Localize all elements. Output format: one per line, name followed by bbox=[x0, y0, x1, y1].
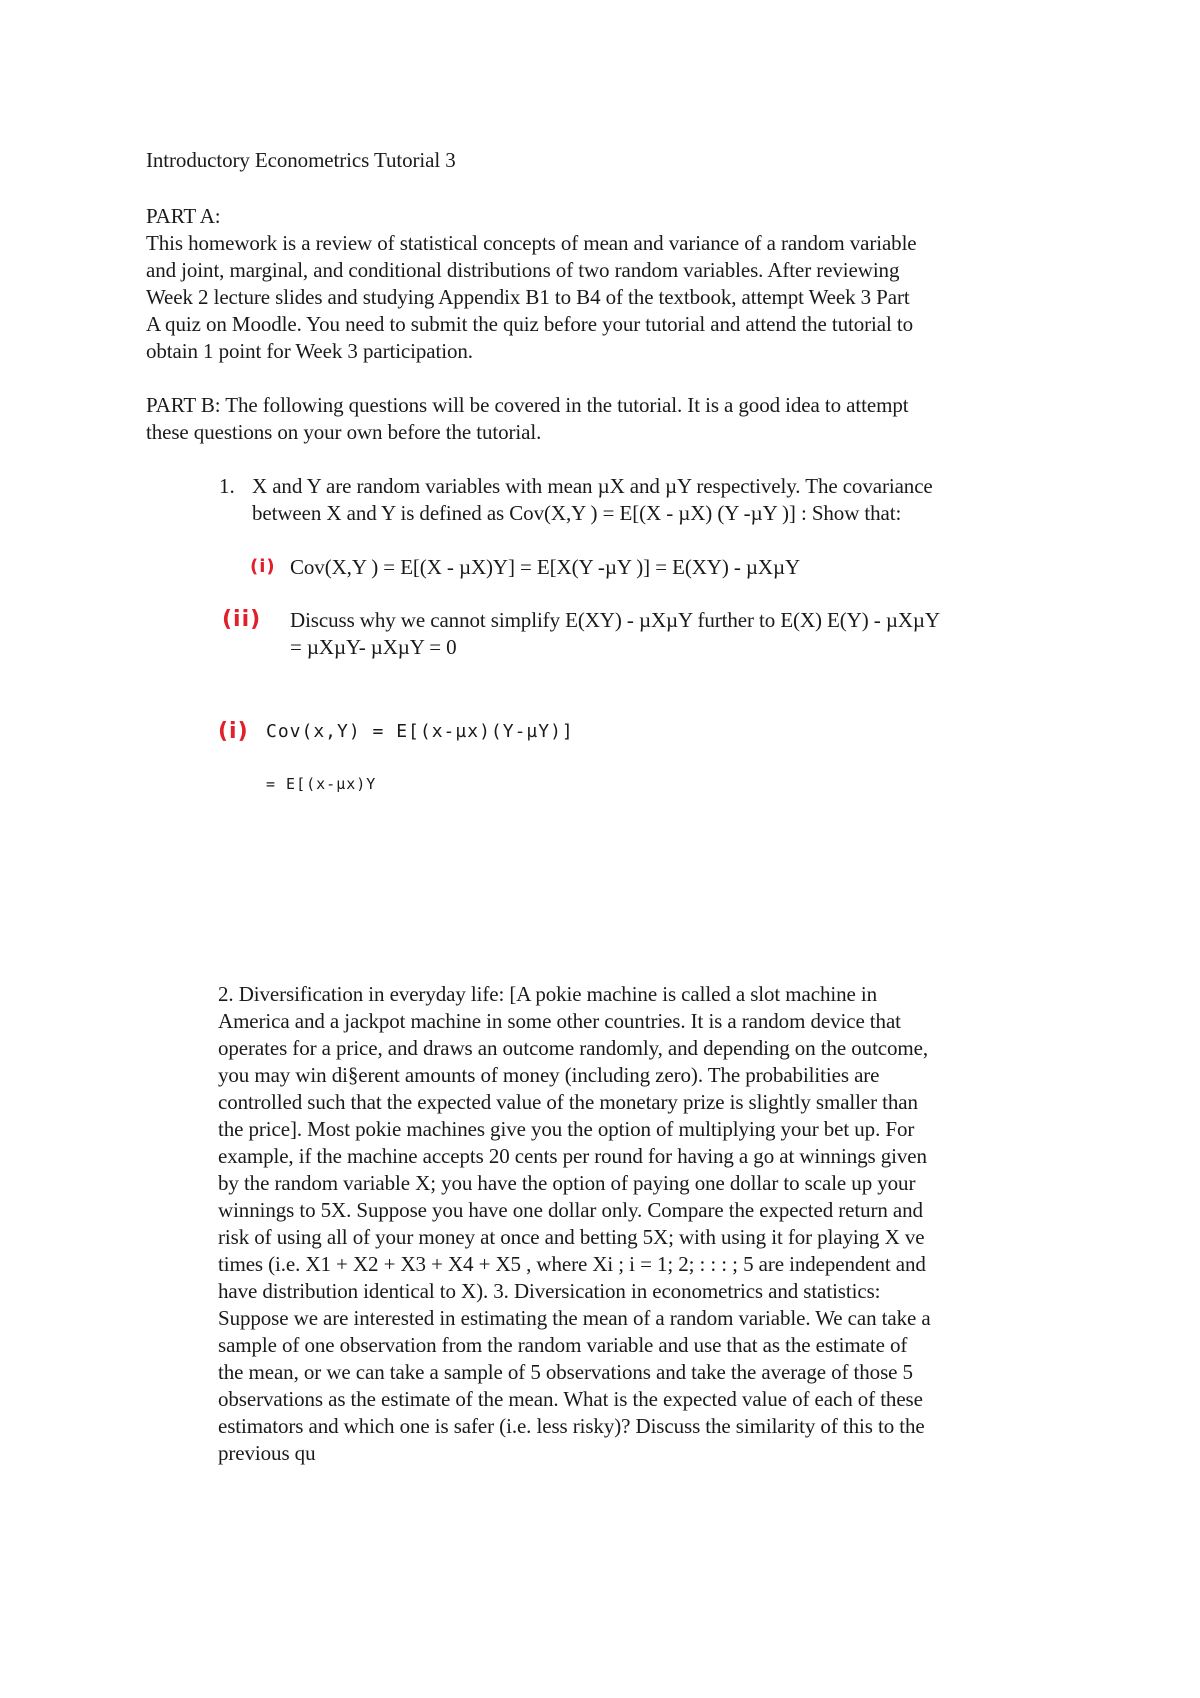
question-2-line: the mean, or we can take a sample of 5 observations and take the average of those 5 bbox=[218, 1360, 913, 1384]
question-2-line: risk of using all of your money at once and betting 5X; with using it for playing X ve bbox=[218, 1225, 925, 1249]
part-b-line: these questions on your own before the tutorial. bbox=[146, 420, 542, 444]
question-2-line: example, if the machine accepts 20 cents per round for having a go at winnings given bbox=[218, 1144, 927, 1168]
question-2-line: winnings to 5X. Suppose you have one dollar only. Compare the expected return and bbox=[218, 1198, 923, 1222]
question-2-line: observations as the estimate of the mean. What is the expected value of each of these bbox=[218, 1387, 923, 1411]
question-2-line: sample of one observation from the random variable and use that as the estimate of bbox=[218, 1333, 908, 1357]
part-a-line: Week 2 lecture slides and studying Appendix B1 to B4 of the textbook, attempt Week 3 Part bbox=[146, 285, 910, 309]
part-i-text: Cov(X,Y ) = E[(X - µX)Y] = E[X(Y -µY )] = E(XY) - µXµY bbox=[290, 555, 801, 579]
part-ii-line: Discuss why we cannot simplify E(XY) - µXµY further to E(X) E(Y) - µXµY bbox=[290, 608, 940, 632]
question-2-line: times (i.e. X1 + X2 + X3 + X4 + X5 , where Xi ; i = 1; 2; : : : ; 5 are independent and bbox=[218, 1252, 926, 1276]
question-2-line: operates for a price, and draws an outcome randomly, and depending on the outcome, bbox=[218, 1036, 929, 1060]
part-a-line: This homework is a review of statistical concepts of mean and variance of a random variable bbox=[146, 231, 917, 255]
part-b-line: PART B: The following questions will be covered in the tutorial. It is a good idea to attempt bbox=[146, 393, 909, 417]
question-2-line: America and a jackpot machine in some other countries. It is a random device that bbox=[218, 1009, 901, 1033]
question-2-line: 2. Diversification in everyday life: [A pokie machine is called a slot machine in bbox=[218, 982, 878, 1006]
question-2-line: Suppose we are interested in estimating the mean of a random variable. We can take a bbox=[218, 1306, 931, 1330]
part-a-line: and joint, marginal, and conditional distributions of two random variables. After reviewing bbox=[146, 258, 900, 282]
question-1-line: between X and Y is defined as Cov(X,Y ) = E[(X - µX) (Y -µY )] : Show that: bbox=[252, 501, 902, 525]
handwritten-working-line: Cov(x,Y) = E[(x-µx)(Y-µY)] bbox=[266, 721, 574, 742]
question-2-line: previous qu bbox=[218, 1441, 316, 1465]
question-1-line: X and Y are random variables with mean µX and µY respectively. The covariance bbox=[252, 474, 933, 498]
part-a-heading: PART A: bbox=[146, 204, 221, 228]
part-ii-line: = µXµY- µXµY = 0 bbox=[290, 635, 457, 659]
question-2-line: by the random variable X; you have the option of paying one dollar to scale up your bbox=[218, 1171, 916, 1195]
part-ii-label: (ii) bbox=[222, 607, 262, 632]
question-2-line: have distribution identical to X). 3. Diversication in econometrics and statistics: bbox=[218, 1279, 881, 1303]
question-1-number: 1. bbox=[219, 474, 235, 498]
question-2-line: estimators and which one is safer (i.e. less risky)? Discuss the similarity of this to the bbox=[218, 1414, 925, 1438]
part-a-line: A quiz on Moodle. You need to submit the quiz before your tutorial and attend the tutorial to bbox=[146, 312, 913, 336]
part-i-label: (i) bbox=[250, 556, 276, 577]
document-title: Introductory Econometrics Tutorial 3 bbox=[146, 148, 456, 172]
handwritten-label: (i) bbox=[218, 719, 249, 744]
question-2-line: controlled such that the expected value of the monetary prize is slightly smaller than bbox=[218, 1090, 918, 1114]
question-2-line: the price]. Most pokie machines give you the option of multiplying your bet up. For bbox=[218, 1117, 915, 1141]
question-2-line: you may win di§erent amounts of money (including zero). The probabilities are bbox=[218, 1063, 880, 1087]
part-a-line: obtain 1 point for Week 3 participation. bbox=[146, 339, 473, 363]
handwritten-working-line: = E[(x-µx)Y bbox=[266, 775, 377, 793]
